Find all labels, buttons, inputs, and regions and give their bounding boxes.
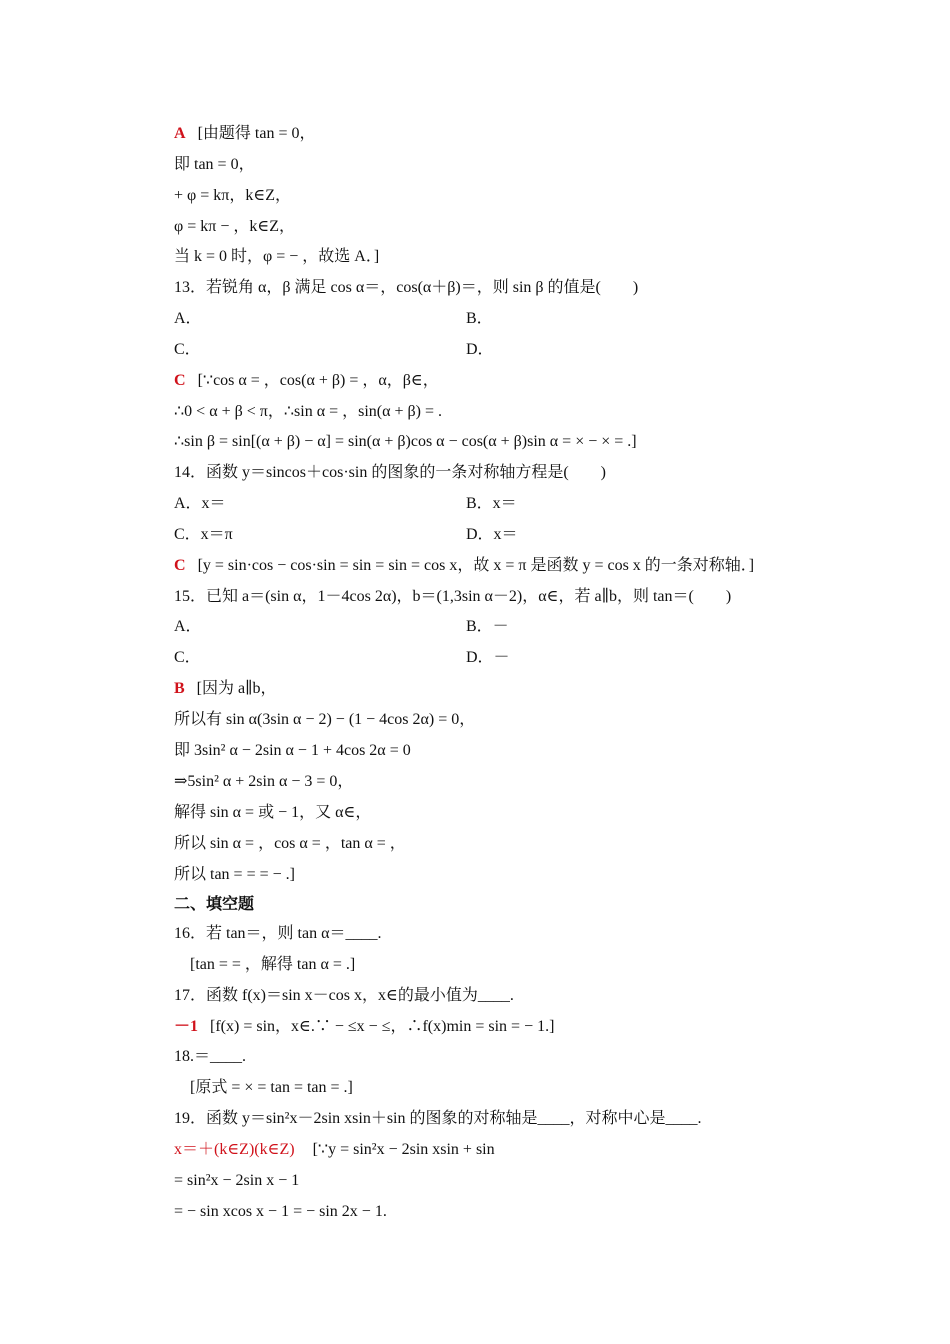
text-line [174,865,295,885]
text-line [174,217,295,237]
line-text: 18.＝____. [174,1048,247,1065]
line-text: 15．已知 a＝(sin α，1－4cos 2α)，b＝(1,3sin α－2)，α∈，若 a∥b，则 tan＝( ) [174,588,732,605]
answer-label: －1 [174,1018,199,1035]
line-text: [∵cos α = ，cos(α + β) = ，α，β∈， [197,372,439,389]
text-line [174,278,638,298]
option-text: B．－ [466,618,509,635]
text-line [174,924,381,944]
line-text: 解得 sin α = 或 − 1，又 α∈， [174,804,372,821]
text-line [174,648,201,668]
line-text: 当 k = 0 时，φ = − ，故选 A．] [174,248,380,265]
text-line [174,679,277,699]
text-line [174,1109,702,1129]
line-text: [∵y = sin²x − 2sin xsin + sin [312,1141,495,1158]
line-text: ∴sin β = sin[(α + β) − α] = sin(α + β)cos α − cos(α + β)sin α = × − × = .] [174,433,637,450]
line-text: = sin²x − 2sin x − 1 [174,1172,300,1189]
line-text: 17．函数 f(x)＝sin x－cos x，x∈的最小值为____. [174,987,514,1004]
text-line [174,710,475,730]
text-line [174,432,637,452]
answer-label: B [174,680,185,697]
text-line [174,186,291,206]
option-text: D．－ [466,649,510,666]
option-text: B． [466,310,493,327]
text-line [174,247,379,267]
line-text: 即 3sin² α − 2sin α − 1 + 4cos 2α = 0 [174,742,411,759]
line-text: 16．若 tan＝，则 tan α＝____. [174,925,382,942]
text-line [174,1140,495,1160]
option-text: D． [466,341,494,358]
text-line [174,155,255,175]
text-line [174,1171,299,1191]
line-text: ∴0 < α + β < π，∴sin α = ，sin(α + β) = . [174,403,443,420]
text-line [174,587,731,607]
line-text: A．x＝ [174,495,226,512]
line-text: [原式 = × = tan = tan = .] [190,1079,353,1096]
text-line [174,772,353,792]
line-text: + φ = kπ，k∈Z， [174,187,291,204]
answer-label: C [174,372,186,389]
option-text: B．x＝ [466,495,517,512]
text-line [174,803,371,823]
text-line [174,617,202,637]
line-text: C．x＝π [174,526,233,543]
text-line [174,834,406,854]
text-line [174,986,514,1006]
line-text: C． [174,649,201,666]
line-text: 13．若锐角 α，β 满足 cos α＝，cos(α＋β)＝，则 sin β 的值是( ) [174,279,639,296]
line-text: [y = sin·cos − cos·sin = sin = sin = cos x，故 x = π 是函数 y = cos x 的一条对称轴．] [197,557,755,574]
line-text: 19．函数 y＝sin²x－2sin xsin＋sin 的图象的对称轴是____，对称中心是____. [174,1110,702,1127]
line-text: A． [174,310,202,327]
line-text: 所以 sin α = ，cos α = ，tan α = ， [174,835,406,852]
line-text: ⇒5sin² α + 2sin α − 3 = 0， [174,773,354,790]
text-line [174,371,439,391]
text-line [174,402,442,422]
text-line [174,556,754,576]
text-line [174,1017,554,1037]
line-text: 即 tan = 0， [174,156,255,173]
answer-label: A [174,125,186,142]
line-text: φ = kπ − ，k∈Z， [174,218,295,235]
line-text: [因为 a∥b， [196,680,277,697]
answer-label: C [174,557,186,574]
text-line [174,895,254,915]
line-text: 所以 tan = = = − .] [174,866,295,883]
text-line [174,309,202,329]
text-line [174,463,606,483]
text-line [174,494,226,514]
text-line [174,741,411,761]
line-text: = − sin xcos x − 1 = − sin 2x − 1. [174,1203,387,1220]
line-text: 二、填空题 [174,896,255,913]
line-text: 所以有 sin α(3sin α − 2) − (1 − 4cos 2α) = 0， [174,711,476,728]
text-line [174,525,233,545]
line-text: 14．函数 y＝sincos＋cos·sin 的图象的一条对称轴方程是( ) [174,464,606,481]
text-line [174,1047,246,1067]
option-text: D．x＝ [466,526,518,543]
line-text: [tan = = ，解得 tan α = .] [190,956,356,973]
text-line [190,1078,353,1098]
text-line [174,340,201,360]
line-text: [由题得 tan = 0， [197,125,316,142]
line-text: [f(x) = sin，x∈.∵ − ≤x − ≤，∴f(x)min = sin = − 1.] [210,1018,555,1035]
line-text: A． [174,618,202,635]
text-line [174,124,315,144]
text-line [190,955,355,975]
answer-label: x＝＋(k∈Z)(k∈Z) [174,1141,295,1158]
text-line [174,1202,387,1222]
line-text: C． [174,341,201,358]
